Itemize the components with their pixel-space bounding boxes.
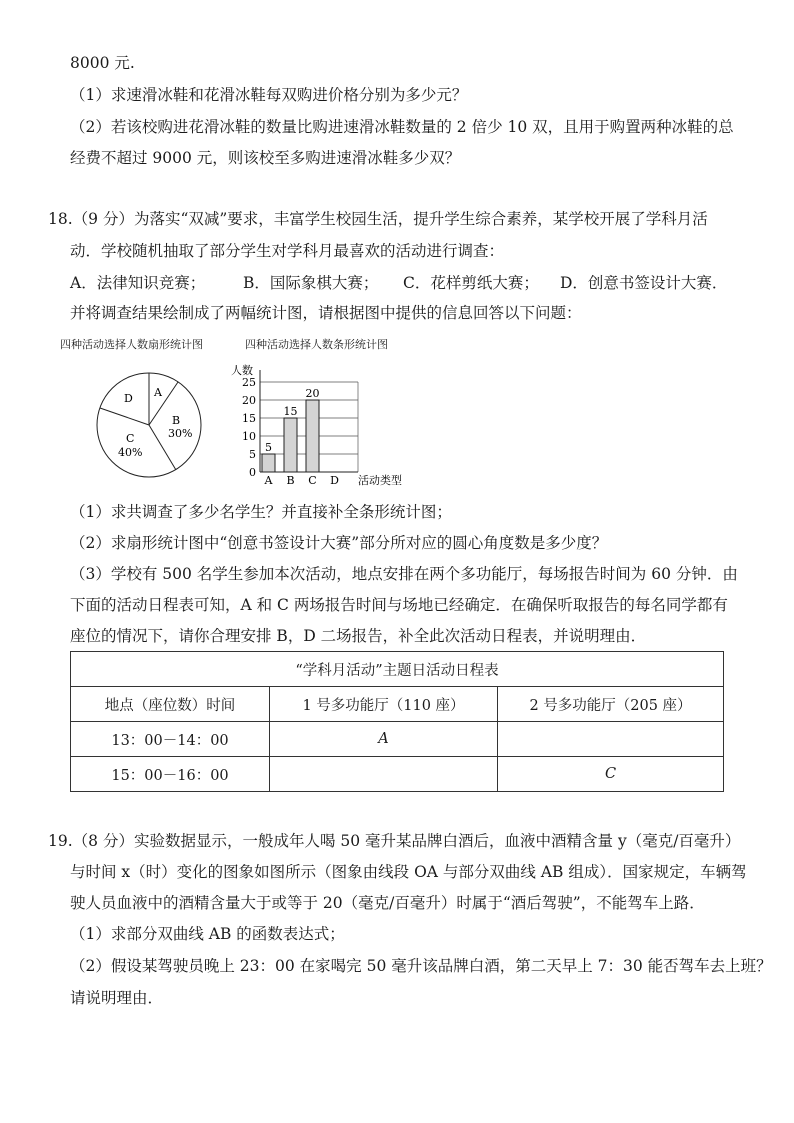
sub-question-2: （2）求扇形统计图中“创意书签设计大赛”部分所对应的圆心角度数是多少度？ [70,534,608,552]
pie-slice-label: C [126,432,135,445]
pie-slice-label: A [154,386,162,399]
y-axis-label: 人数 [231,364,253,377]
x-tick-label: A [264,474,273,487]
question-19-line: （2）假设某驾驶员晚上 23：00 在家喝完 50 毫升该品牌白酒，第二天早上 7：30 能否驾车去上班？ [70,957,772,975]
question-19-line: 请说明理由． [70,989,164,1007]
sub-question-3: 座位的情况下，请你合理安排 B，D 二场报告，补全此次活动日程表，并说明理由． [70,627,647,645]
y-tick-label: 25 [242,376,256,389]
table-title-row [71,652,724,687]
y-tick-label: 0 [249,466,256,479]
table-cell: 13：00－14：00 [71,722,270,757]
x-tick-label: D [330,474,339,487]
question-18-line: 动．学校随机抽取了部分学生对学科月最喜欢的活动进行调查： [70,242,505,260]
y-tick-label: 15 [242,412,256,425]
bar-chart-caption: 四种活动选择人数条形统计图 [245,338,388,351]
bar [262,454,275,472]
table-title: “学科月活动”主题日活动日程表 [71,652,724,687]
table-row [71,722,724,757]
table-cell: C [498,757,724,792]
table-cell [270,757,498,792]
pie-slice-percent: 40% [118,446,143,459]
bar [306,400,319,472]
sub-question-3: 下面的活动日程表可知，A 和 C 两场报告时间与场地已经确定．在确保听取报告的每名同学都有 [70,596,728,614]
option-a: A．法律知识竞赛； [70,274,206,292]
bar-data-label: 15 [283,405,298,418]
y-tick-label: 10 [242,430,256,443]
text-line: 经费不超过 9000 元，则该校至多购进速滑冰鞋多少双？ [70,149,461,167]
bar-data-label: 20 [305,387,320,400]
table-header: 地点（座位数）时间 [71,687,270,722]
table-row [71,757,724,792]
pie-slice-label: B [172,414,181,427]
table-cell: 15：00－16：00 [71,757,270,792]
bar-chart [225,360,415,490]
pie-chart [94,370,204,480]
bar [284,418,297,472]
bar-data-label: 5 [265,441,272,454]
table-header: 2 号多功能厅（205 座） [498,687,724,722]
question-19-line: 19.（8 分）实验数据显示，一般成年人喝 50 毫升某品牌白酒后，血液中酒精含量 y（毫克/百毫升） [48,832,741,850]
y-tick-label: 20 [242,394,256,407]
question-19-line: 驶人员血液中的酒精含量大于或等于 20（毫克/百毫升）时属于“酒后驾驶”，不能驾车上路． [70,894,705,912]
schedule-table [70,651,724,792]
question-19-line: （1）求部分双曲线 AB 的函数表达式； [70,925,345,943]
sub-question-1: （1）求共调查了多少名学生？并直接补全条形统计图； [70,503,452,521]
text-line: （2）若该校购进花滑冰鞋的数量比购进速滑冰鞋数量的 2 倍少 10 双，且用于购置两种冰鞋的总 [70,118,734,136]
x-axis-label: 活动类型 [358,474,402,487]
question-18-line: 并将调查结果绘制成了两幅统计图，请根据图中提供的信息回答以下问题： [70,304,582,322]
text-line: （1）求速滑冰鞋和花滑冰鞋每双购进价格分别为多少元？ [70,86,468,104]
pie-slice-percent: 30% [168,427,193,440]
pie-chart-caption: 四种活动选择人数扇形统计图 [60,338,203,351]
pie-slice-label: D [124,392,133,405]
question-18-line: 18.（9 分）为落实“双减”要求，丰富学生校园生活，提升学生综合素养，某学校开展了学科月活 [48,210,708,228]
table-header: 1 号多功能厅（110 座） [270,687,498,722]
x-tick-label: B [286,474,295,487]
sub-question-3: （3）学校有 500 名学生参加本次活动，地点安排在两个多功能厅，每场报告时间为 60 分钟．由 [70,565,738,583]
y-tick-label: 5 [249,448,256,461]
option-b: B．国际象棋大赛； [243,274,379,292]
option-c: C．花样剪纸大赛； [403,274,539,292]
table-cell: A [270,722,498,757]
text-line: 8000 元. [70,54,135,72]
question-19-line: 与时间 x（时）变化的图象如图所示（图象由线段 OA 与部分双曲线 AB 组成）．国家规定，车辆驾 [70,863,747,881]
option-d: D．创意书签设计大赛． [560,274,728,292]
table-cell [498,722,724,757]
table-header-row [71,687,724,722]
x-tick-label: C [308,474,317,487]
